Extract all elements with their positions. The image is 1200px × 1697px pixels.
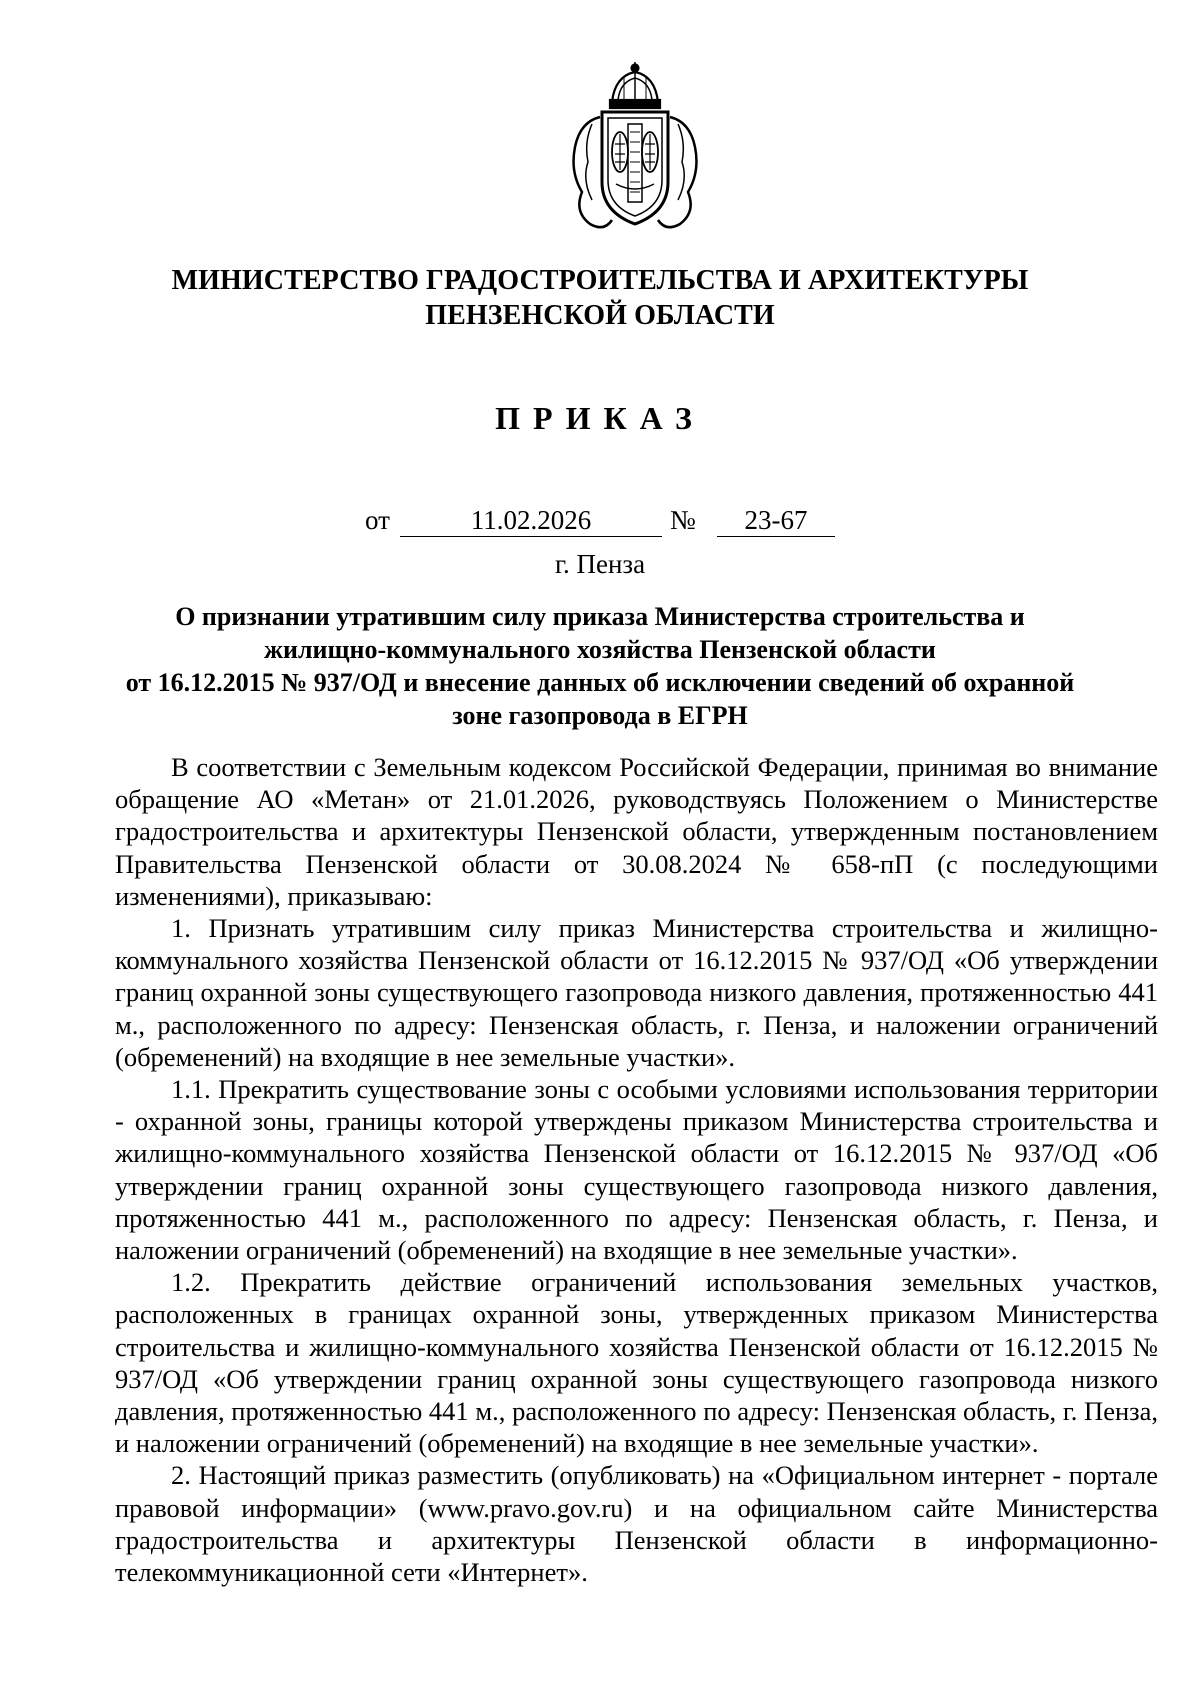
subject-line4: зоне газопровода в ЕГРН — [452, 701, 748, 730]
preamble-paragraph: В соответствии с Земельным кодексом Российской Федерации, принимая во внимание обращение АО «Метан» от 21.01.2026, руководствуясь Положением о Министерстве градостроительства и архитектуры Пензенской области, утвержденным постановлением Правительства Пензенской области от 30.08.2024 № 658-пП (с последующими изменениями), приказываю: — [115, 752, 1158, 911]
order-subject — [100, 600, 1100, 732]
subject-line1: О признании утратившим силу приказа Министерства строительства и — [175, 602, 1025, 631]
item-1-2-paragraph: 1.2. Прекратить действие ограничений использования земельных участков, расположенных в границах охранной зоны, утвержденных приказом Министерства строительства и жилищно-коммунального хозяйства Пензенской области от 16.12.2015 № 937/ОД «Об утверждении границ охранной зоны существующего газопровода низкого давления, протяженностью 441 м., расположенного по адресу: Пензенская область, г. Пенза, и наложении ограничений (обременений) на входящие в нее земельные участки». — [115, 1267, 1158, 1459]
order-number: 23-67 — [717, 503, 835, 537]
number-sign: № — [670, 505, 696, 535]
subject-line2: жилищно-коммунального хозяйства Пензенской области — [264, 635, 936, 664]
ministry-name — [100, 263, 1100, 333]
order-body — [115, 751, 1158, 1588]
item-2-paragraph: 2. Настоящий приказ разместить (опубликовать) на «Официальном интернет - портале правовой информации» (www.pravo.gov.ru) и на официальном сайте Министерства градостроительства и архитектуры Пензенской области в информационно-телекоммуникационной сети «Интернет». — [115, 1460, 1158, 1588]
ministry-name-line2: ПЕНЗЕНСКОЙ ОБЛАСТИ — [425, 300, 775, 331]
date-prefix: от — [365, 505, 390, 535]
ministry-name-line1: МИНИСТЕРСТВО ГРАДОСТРОИТЕЛЬСТВА И АРХИТЕКТУРЫ — [171, 265, 1029, 296]
order-city: г. Пенза — [554, 549, 646, 579]
item-1-1-paragraph: 1.1. Прекратить существование зоны с особыми условиями использования территории - охранной зоны, границы которой утверждены приказом Министерства строительства и жилищно-коммунального хозяйства Пензенской области от 16.12.2015 № 937/ОД «Об утверждении границ охранной зоны существующего газопровода низкого давления, протяженностью 441 м., расположенного по адресу: Пензенская область, г. Пенза, и наложении ограничений (обременений) на входящие в нее земельные участки». — [115, 1074, 1158, 1266]
order-title: ПРИКАЗ — [495, 400, 705, 436]
coat-of-arms-emblem — [560, 62, 710, 242]
item-1-paragraph: 1. Признать утратившим силу приказ Министерства строительства и жилищно-коммунального хозяйства Пензенской области от 16.12.2015 № 937/ОД «Об утверждении границ охранной зоны существующего газопровода низкого давления, протяженностью 441 м., расположенного по адресу: Пензенская область, г. Пенза, и наложении ограничений (обременений) на входящие в нее земельные участки». — [115, 913, 1158, 1072]
subject-line3: от 16.12.2015 № 937/ОД и внесение данных об исключении сведений об охранной — [125, 668, 1075, 697]
order-date: 11.02.2026 — [400, 503, 662, 537]
